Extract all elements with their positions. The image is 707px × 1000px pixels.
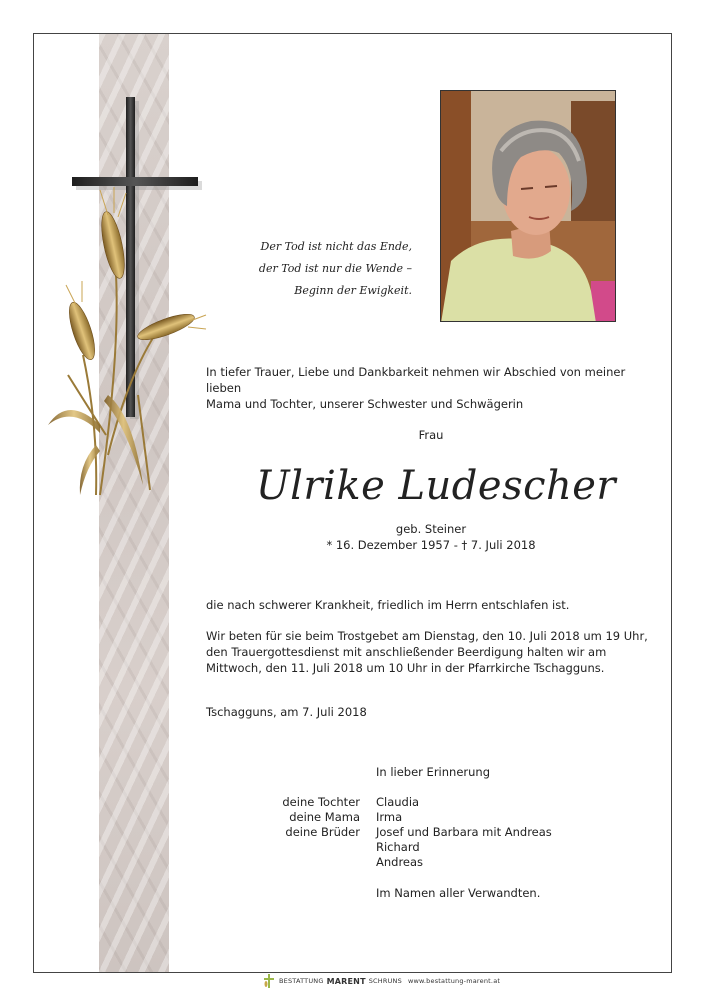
footer-prefix: BESTATTUNG — [279, 977, 324, 985]
mourner-name: Claudia — [376, 795, 420, 809]
mourner-name: Josef und Barbara mit Andreas — [376, 825, 552, 839]
relation: deine Tochter — [282, 795, 360, 809]
mourner-name: Irma — [376, 810, 403, 824]
intro-text — [206, 364, 656, 412]
life-dates: * 16. Dezember 1957 - † 7. Juli 2018 — [326, 538, 536, 552]
mourner-relations — [206, 794, 360, 839]
intro-line: Mama und Tochter, unserer Schwester und Schwägerin — [206, 397, 524, 411]
footer-brand: MARENT — [326, 976, 366, 986]
mourner-name: Andreas — [376, 855, 424, 869]
mourner-name: Richard — [376, 840, 420, 854]
birth-name: geb. Steiner — [395, 522, 467, 536]
service-line: Wir beten für sie beim Trostgebet am Dienstag, den 10. Juli 2018 um 19 Uhr, — [206, 629, 648, 643]
quote-line: Der Tod ist nicht das Ende, — [260, 240, 412, 253]
death-statement: die nach schwerer Krankheit, friedlich im Herrn entschlafen ist. — [206, 598, 570, 612]
portrait-photo — [440, 90, 616, 322]
service-line: den Trauergottesdienst mit anschließender Beerdigung halten wir am — [206, 645, 607, 659]
salutation: Frau — [418, 428, 444, 442]
footer-location: SCHRUNS — [368, 977, 402, 985]
place-date: Tschagguns, am 7. Juli 2018 — [206, 705, 367, 719]
footer — [262, 972, 522, 990]
memory-heading: In lieber Erinnerung — [376, 765, 491, 779]
service-info — [206, 628, 666, 676]
wheat-logo-icon — [262, 974, 276, 988]
quote-line: der Tod ist nur die Wende – — [258, 262, 412, 275]
relation: deine Brüder — [285, 825, 360, 839]
quote — [192, 236, 412, 302]
quote-line: Beginn der Ewigkeit. — [294, 284, 412, 297]
cross-with-wheat-icon — [38, 95, 208, 515]
footer-website[interactable]: www.bestattung-marent.at — [407, 977, 501, 985]
service-line: Mittwoch, den 11. Juli 2018 um 10 Uhr in der Pfarrkirche Tschagguns. — [206, 661, 605, 675]
relation: deine Mama — [289, 810, 360, 824]
deceased-name: Ulrike Ludescher — [255, 463, 617, 509]
intro-line: In tiefer Trauer, Liebe und Dankbarkeit nehmen wir Abschied von meiner lieben — [206, 365, 626, 395]
closing-line: Im Namen aller Verwandten. — [376, 886, 541, 900]
mourner-names — [376, 794, 656, 869]
